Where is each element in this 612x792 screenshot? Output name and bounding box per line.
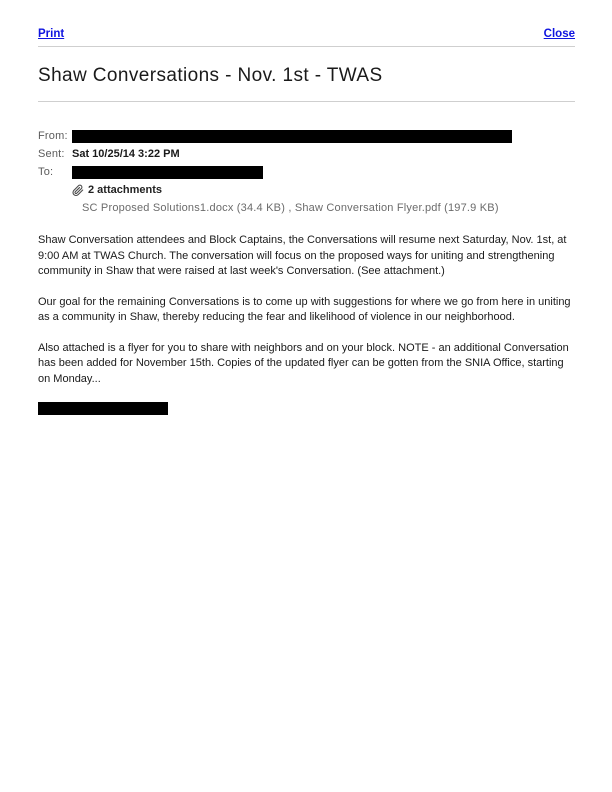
toolbar-divider — [38, 46, 575, 47]
signature-redacted — [38, 402, 168, 415]
body-paragraph: Shaw Conversation attendees and Block Captains, the Conversations will resume next Saturday, Nov. 1st, at 9:00 AM at TWAS Church. The conversation will focus on the proposed ways for uniting and strengthening community in Shaw that were raised at last week's Conversation. (See attachment.) — [38, 234, 567, 277]
sent-row — [38, 145, 575, 163]
toolbar — [38, 28, 575, 40]
sent-label: Sent: — [38, 148, 65, 160]
to-label: To: — [38, 166, 54, 178]
paperclip-icon — [72, 184, 84, 197]
to-value-redacted — [72, 166, 263, 179]
email-subject: Shaw Conversations - Nov. 1st - TWAS — [38, 65, 383, 86]
body-paragraph: Also attached is a flyer for you to share with neighbors and on your block. NOTE - an additional Conversation has been added for November 15th. Copies of the updated flyer can be gotten from the SNIA Office, starting on Monday... — [38, 341, 569, 385]
email-headers — [38, 127, 575, 217]
print-link[interactable]: Print — [38, 28, 65, 40]
to-row — [38, 163, 575, 181]
body-paragraph: Our goal for the remaining Conversations is to come up with suggestions for where we go from here in uniting as a community in Shaw, thereby reducing the fear and likelihood of violence in our neighborhood. — [38, 295, 571, 323]
sent-value: Sat 10/25/14 3:22 PM — [72, 148, 180, 160]
attachments-count[interactable]: 2 attachments — [88, 184, 162, 196]
email-body — [38, 233, 575, 415]
from-row — [38, 127, 575, 145]
attachment-file-list[interactable]: SC Proposed Solutions1.docx (34.4 KB) , Shaw Conversation Flyer.pdf (197.9 KB) — [82, 202, 499, 214]
close-link[interactable]: Close — [543, 28, 575, 40]
from-value-redacted — [72, 130, 512, 143]
from-label: From: — [38, 130, 68, 142]
subject-divider — [38, 101, 575, 102]
attachments-row — [38, 181, 575, 199]
